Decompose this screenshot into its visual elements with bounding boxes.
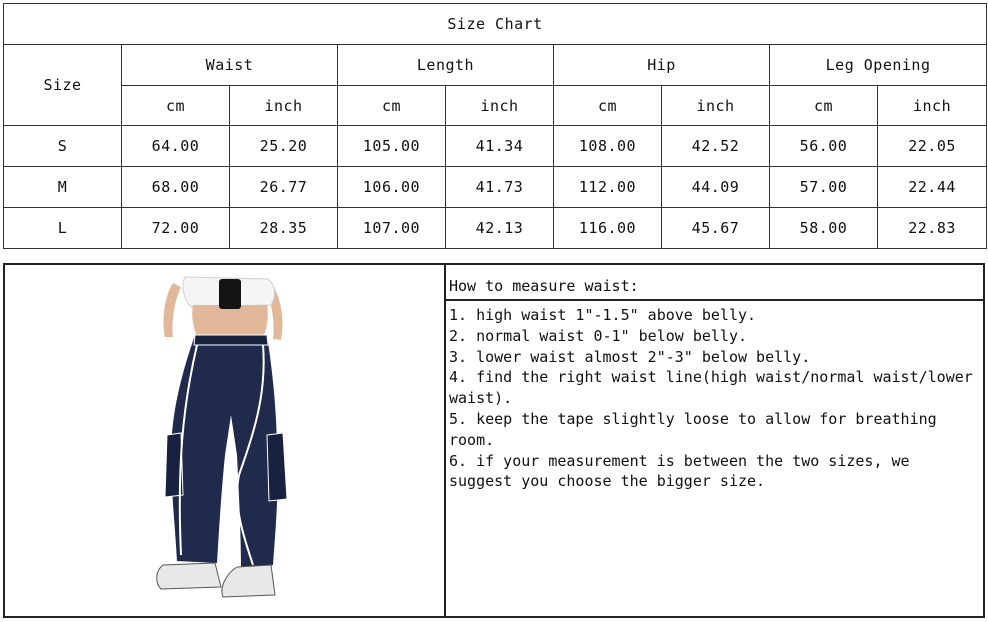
size-label: S	[4, 126, 122, 167]
unit-header: inch	[230, 85, 338, 126]
elastic-waistband	[194, 335, 268, 345]
table-row	[4, 126, 987, 167]
table-cell: 22.83	[878, 208, 987, 249]
table-title: Size Chart	[4, 4, 987, 45]
list-item: 5. keep the tape slightly loose to allow for breathing room.	[449, 409, 937, 449]
group-header-leg-opening: Leg Opening	[770, 44, 987, 85]
unit-header: cm	[122, 85, 230, 126]
size-label: M	[4, 167, 122, 208]
table-cell: 107.00	[338, 208, 446, 249]
list-item: 1. high waist 1"-1.5" above belly.	[449, 306, 757, 324]
table-row	[4, 208, 987, 249]
unit-header: cm	[338, 85, 446, 126]
cargo-pants	[171, 335, 278, 569]
left-arm	[163, 283, 181, 337]
table-cell: 42.52	[662, 126, 770, 167]
table-cell: 64.00	[122, 126, 230, 167]
table-cell: 22.44	[878, 167, 987, 208]
table-cell: 56.00	[770, 126, 878, 167]
table-cell: 41.34	[446, 126, 554, 167]
size-label: L	[4, 208, 122, 249]
table-cell: 106.00	[338, 167, 446, 208]
table-cell: 57.00	[770, 167, 878, 208]
table-cell: 22.05	[878, 126, 987, 167]
table-cell: 26.77	[230, 167, 338, 208]
table-cell: 58.00	[770, 208, 878, 249]
list-item: 2. normal waist 0-1" below belly.	[449, 326, 748, 345]
unit-header: cm	[770, 85, 878, 126]
list-item: 6. if your measurement is between the two sizes, we suggest you choose the bigger size.	[449, 451, 910, 491]
table-cell: 116.00	[554, 208, 662, 249]
table-cell: 28.35	[230, 208, 338, 249]
table-cell: 42.13	[446, 208, 554, 249]
list-item: 3. lower waist almost 2"-3" below belly.	[449, 347, 811, 366]
list-item: 4. find the right waist line(high waist/normal waist/lower waist).	[449, 368, 973, 408]
table-cell: 25.20	[230, 126, 338, 167]
left-sneaker	[157, 563, 221, 589]
midriff	[192, 305, 268, 337]
measurement-guide-panel	[3, 263, 985, 618]
unit-header: inch	[662, 85, 770, 126]
size-column-header: Size	[4, 44, 122, 126]
group-header-hip: Hip	[554, 44, 770, 85]
measure-heading: How to measure waist:	[446, 265, 983, 301]
group-header-waist: Waist	[122, 44, 338, 85]
model-pants-illustration	[5, 265, 444, 616]
measure-steps-list	[446, 301, 983, 492]
size-chart-table	[3, 3, 987, 249]
measure-instructions	[446, 265, 983, 616]
table-cell: 112.00	[554, 167, 662, 208]
group-header-length: Length	[338, 44, 554, 85]
table-row	[4, 167, 987, 208]
right-cargo-pocket	[267, 433, 287, 501]
table-cell: 72.00	[122, 208, 230, 249]
unit-header: inch	[878, 85, 987, 126]
table-cell: 108.00	[554, 126, 662, 167]
unit-header: cm	[554, 85, 662, 126]
unit-header: inch	[446, 85, 554, 126]
table-cell: 105.00	[338, 126, 446, 167]
table-cell: 44.09	[662, 167, 770, 208]
table-cell: 45.67	[662, 208, 770, 249]
product-photo	[5, 265, 446, 616]
table-cell: 41.73	[446, 167, 554, 208]
phone	[219, 279, 241, 309]
right-sneaker	[222, 565, 275, 597]
table-cell: 68.00	[122, 167, 230, 208]
